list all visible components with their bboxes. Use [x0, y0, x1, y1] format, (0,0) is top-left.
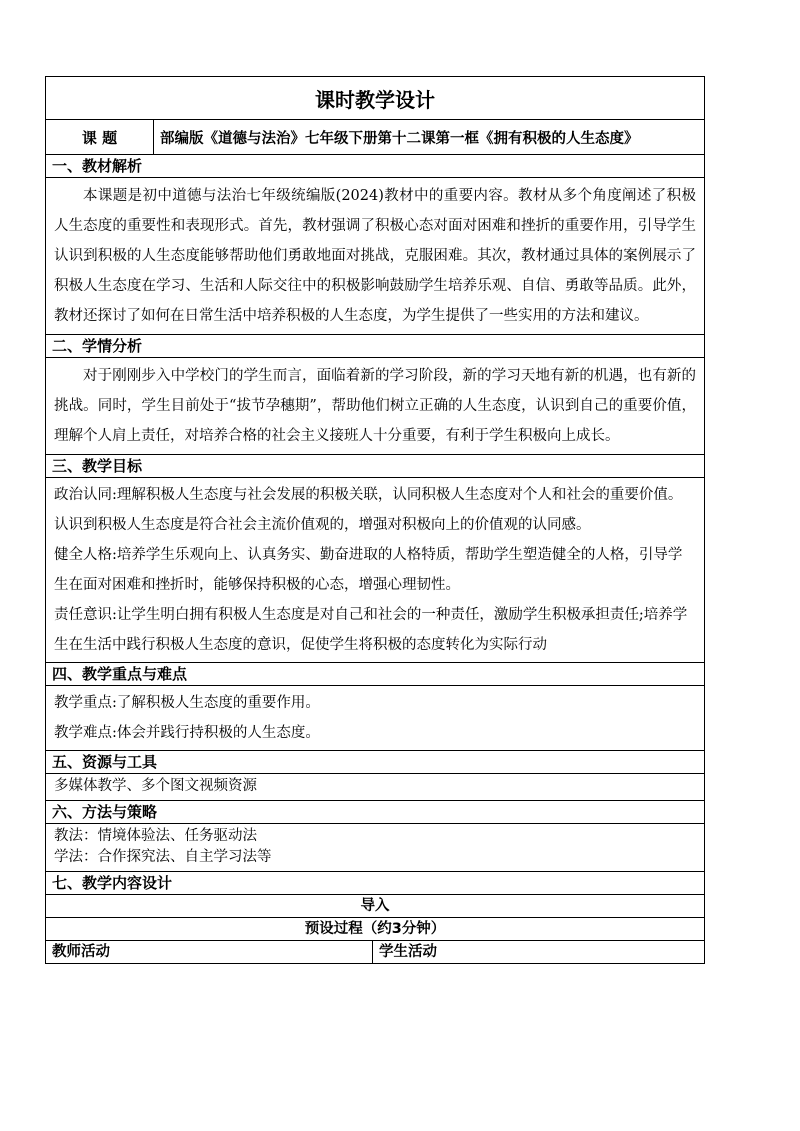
goals-body	[46, 478, 705, 663]
section-heading-students: 二、学情分析	[46, 335, 705, 358]
student-activity-header: 学生活动	[373, 941, 705, 964]
students-body	[46, 358, 705, 455]
section-heading-content: 七、教学内容设计	[46, 872, 705, 895]
document-title: 课时教学设计	[46, 77, 705, 120]
lesson-design-table	[45, 76, 705, 964]
section-heading-goals: 三、教学目标	[46, 455, 705, 478]
teaching-method: 教法：情境体验法、任务驱动法	[54, 828, 257, 844]
key-point-focus: 教学重点:了解积极人生态度的重要作用。	[54, 695, 320, 711]
section-heading-key-points: 四、教学重点与难点	[46, 663, 705, 686]
goal-item-responsibility: 责任意识:让学生明白拥有积极人生态度是对自己和社会的一种责任，激励学生积极承担责任;培养学生在生活中践行积极人生态度的意识，促使学生将积极的态度转化为实际行动	[54, 607, 688, 653]
key-points-body	[46, 686, 705, 751]
learning-method: 学法：合作探究法、自主学习法等	[54, 849, 272, 865]
teacher-activity-header: 教师活动	[46, 941, 373, 964]
analysis-body	[46, 178, 705, 335]
intro-process: 预设过程（约3分钟）	[46, 918, 705, 941]
goal-item-personality: 健全人格:培养学生乐观向上、认真务实、勤奋进取的人格特质，帮助学生塑造健全的人格，引导学生在面对困难和挫折时，能够保持积极的心态，增强心理韧性。	[54, 547, 683, 593]
goal-item-political: 政治认同:理解积极人生态度与社会发展的积极关联，认同积极人生态度对个人和社会的重要价值。认识到积极人生态度是符合社会主流价值观的，增强对积极向上的价值观的认同感。	[54, 487, 683, 533]
lesson-design-document	[45, 76, 704, 964]
resources-text: 多媒体教学、多个图文视频资源	[54, 778, 257, 794]
topic-label: 课 题	[46, 120, 154, 155]
section-heading-analysis: 一、教材解析	[46, 155, 705, 178]
section-heading-methods: 六、方法与策略	[46, 801, 705, 824]
section-heading-resources: 五、资源与工具	[46, 751, 705, 774]
analysis-text: 本课题是初中道德与法治七年级统编版(2024)教材中的重要内容。教材从多个角度阐述了积极人生态度的重要性和表现形式。首先，教材强调了积极心态对面对困难和挫折的重要作用，引导学生认识到积极的人生态度能够帮助他们勇敢地面对挑战，克服困难。其次，教材通过具体的案例展示了积极人生态度在学习、生活和人际交往中的积极影响鼓励学生培养乐观、自信、勇敢等品质。此外，教材还探讨了如何在日常生活中培养积极的人生态度，为学生提供了一些实用的方法和建议。	[54, 188, 697, 324]
resources-body	[46, 774, 705, 801]
topic-value: 部编版《道德与法治》七年级下册第十二课第一框《拥有积极的人生态度》	[154, 120, 705, 155]
methods-body	[46, 824, 705, 872]
students-text: 对于刚刚步入中学校门的学生而言，面临着新的学习阶段，新的学习天地有新的机遇，也有新的挑战。同时，学生目前处于“拔节孕穗期”，帮助他们树立正确的人生态度，认识到自己的重要价值，理解个人肩上责任，对培养合格的社会主义接班人十分重要，有利于学生积极向上成长。	[54, 368, 697, 444]
intro-label: 导入	[46, 895, 705, 918]
key-point-difficulty: 教学难点:体会并践行持积极的人生态度。	[54, 725, 320, 741]
